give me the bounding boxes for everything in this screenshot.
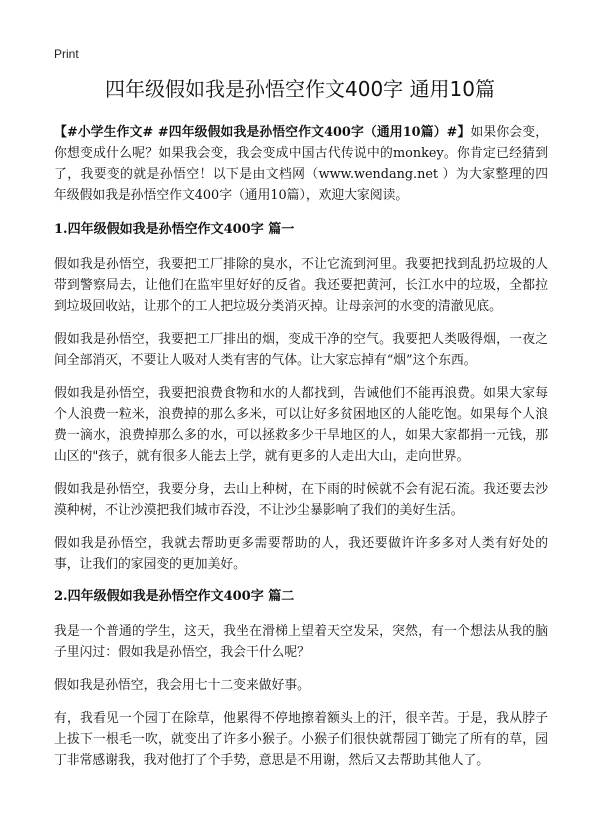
paragraph: 我是一个普通的学生，这天，我坐在滑梯上望着天空发呆，突然，有一个想法从我的脑子里闪过：假如我是孙悟空，我会干什么呢？ — [54, 624, 548, 660]
paragraph: 假如我是孙悟空，我会用七十二变来做好事。 — [54, 678, 310, 693]
intro-text: 如果你会变，你想变成什么呢？如果我会变，我会变成中国古代传说中的monkey。你肯定已经猜到了，我要变的就是孙悟空！以下是由文档网（www.wendang.net ）为大家整理的四年级假如我是孙悟空作文400字（通用10篇），欢迎大家阅读。 — [54, 125, 549, 203]
paragraph: 假如我是孙悟空，我要把浪费食物和水的人都找到，告诫他们不能再浪费。如果大家每个人浪费一粒米，浪费掉的那么多米，可以让好多贫困地区的人能吃饱。如果每个人浪费一滴水，浪费掉那么多的水，可以拯救多少干旱地区的人，如果大家都捐一元钱，那山区的"孩子，就有很多人能去上学，就有更多的人走出大山，走向世界。 — [54, 386, 548, 464]
section-heading: 2.四年级假如我是孙悟空作文400字 篇二 — [54, 589, 295, 604]
paragraph: 假如我是孙悟空，我就去帮助更多需要帮助的人，我还要做许许多多对人类有好处的事，让我们的家园变的更加美好。 — [54, 536, 548, 572]
section-heading: 1.四年级假如我是孙悟空作文400字 篇一 — [54, 222, 295, 237]
print-link[interactable]: Print — [54, 47, 79, 61]
article-body — [54, 122, 548, 783]
page-title: 四年级假如我是孙悟空作文400字 通用10篇 — [105, 77, 495, 101]
paragraph: 有，我看见一个园丁在除草，他累得不停地擦着额头上的汗，很辛苦。于是，我从脖子上拔下一根毛一吹，就变出了许多小猴子。小猴子们很快就帮园丁锄完了所有的草，园丁非常感谢我，我对他打了个手势，意思是不用谢，然后又去帮助其他人了。 — [54, 711, 548, 768]
intro-tag: 【#小学生作文# #四年级假如我是孙悟空作文400字（通用10篇）#】 — [54, 125, 471, 140]
intro-paragraph — [54, 122, 548, 206]
paragraph: 假如我是孙悟空，我要把工厂排除的臭水，不让它流到河里。我要把找到乱扔垃圾的人带到警察局去，让他们在监牢里好好的反省。我还要把黄河，长江水中的垃圾，全都拉到垃圾回收站，让那个的工人把垃圾分类消灭掉。让母亲河的水变的清澈见底。 — [54, 257, 548, 314]
paragraph: 假如我是孙悟空，我要把工厂排出的烟，变成干净的空气。我要把人类吸得烟，一夜之间全部消灭，不要让人吸对人类有害的气体。让大家忘掉有“烟”这个东西。 — [54, 332, 548, 368]
paragraph: 假如我是孙悟空，我要分身，去山上种树，在下雨的时候就不会有泥石流。我还要去沙漠种树，不让沙漠把我们城市吞没，不让沙尘暴影响了我们的美好生活。 — [54, 482, 548, 518]
